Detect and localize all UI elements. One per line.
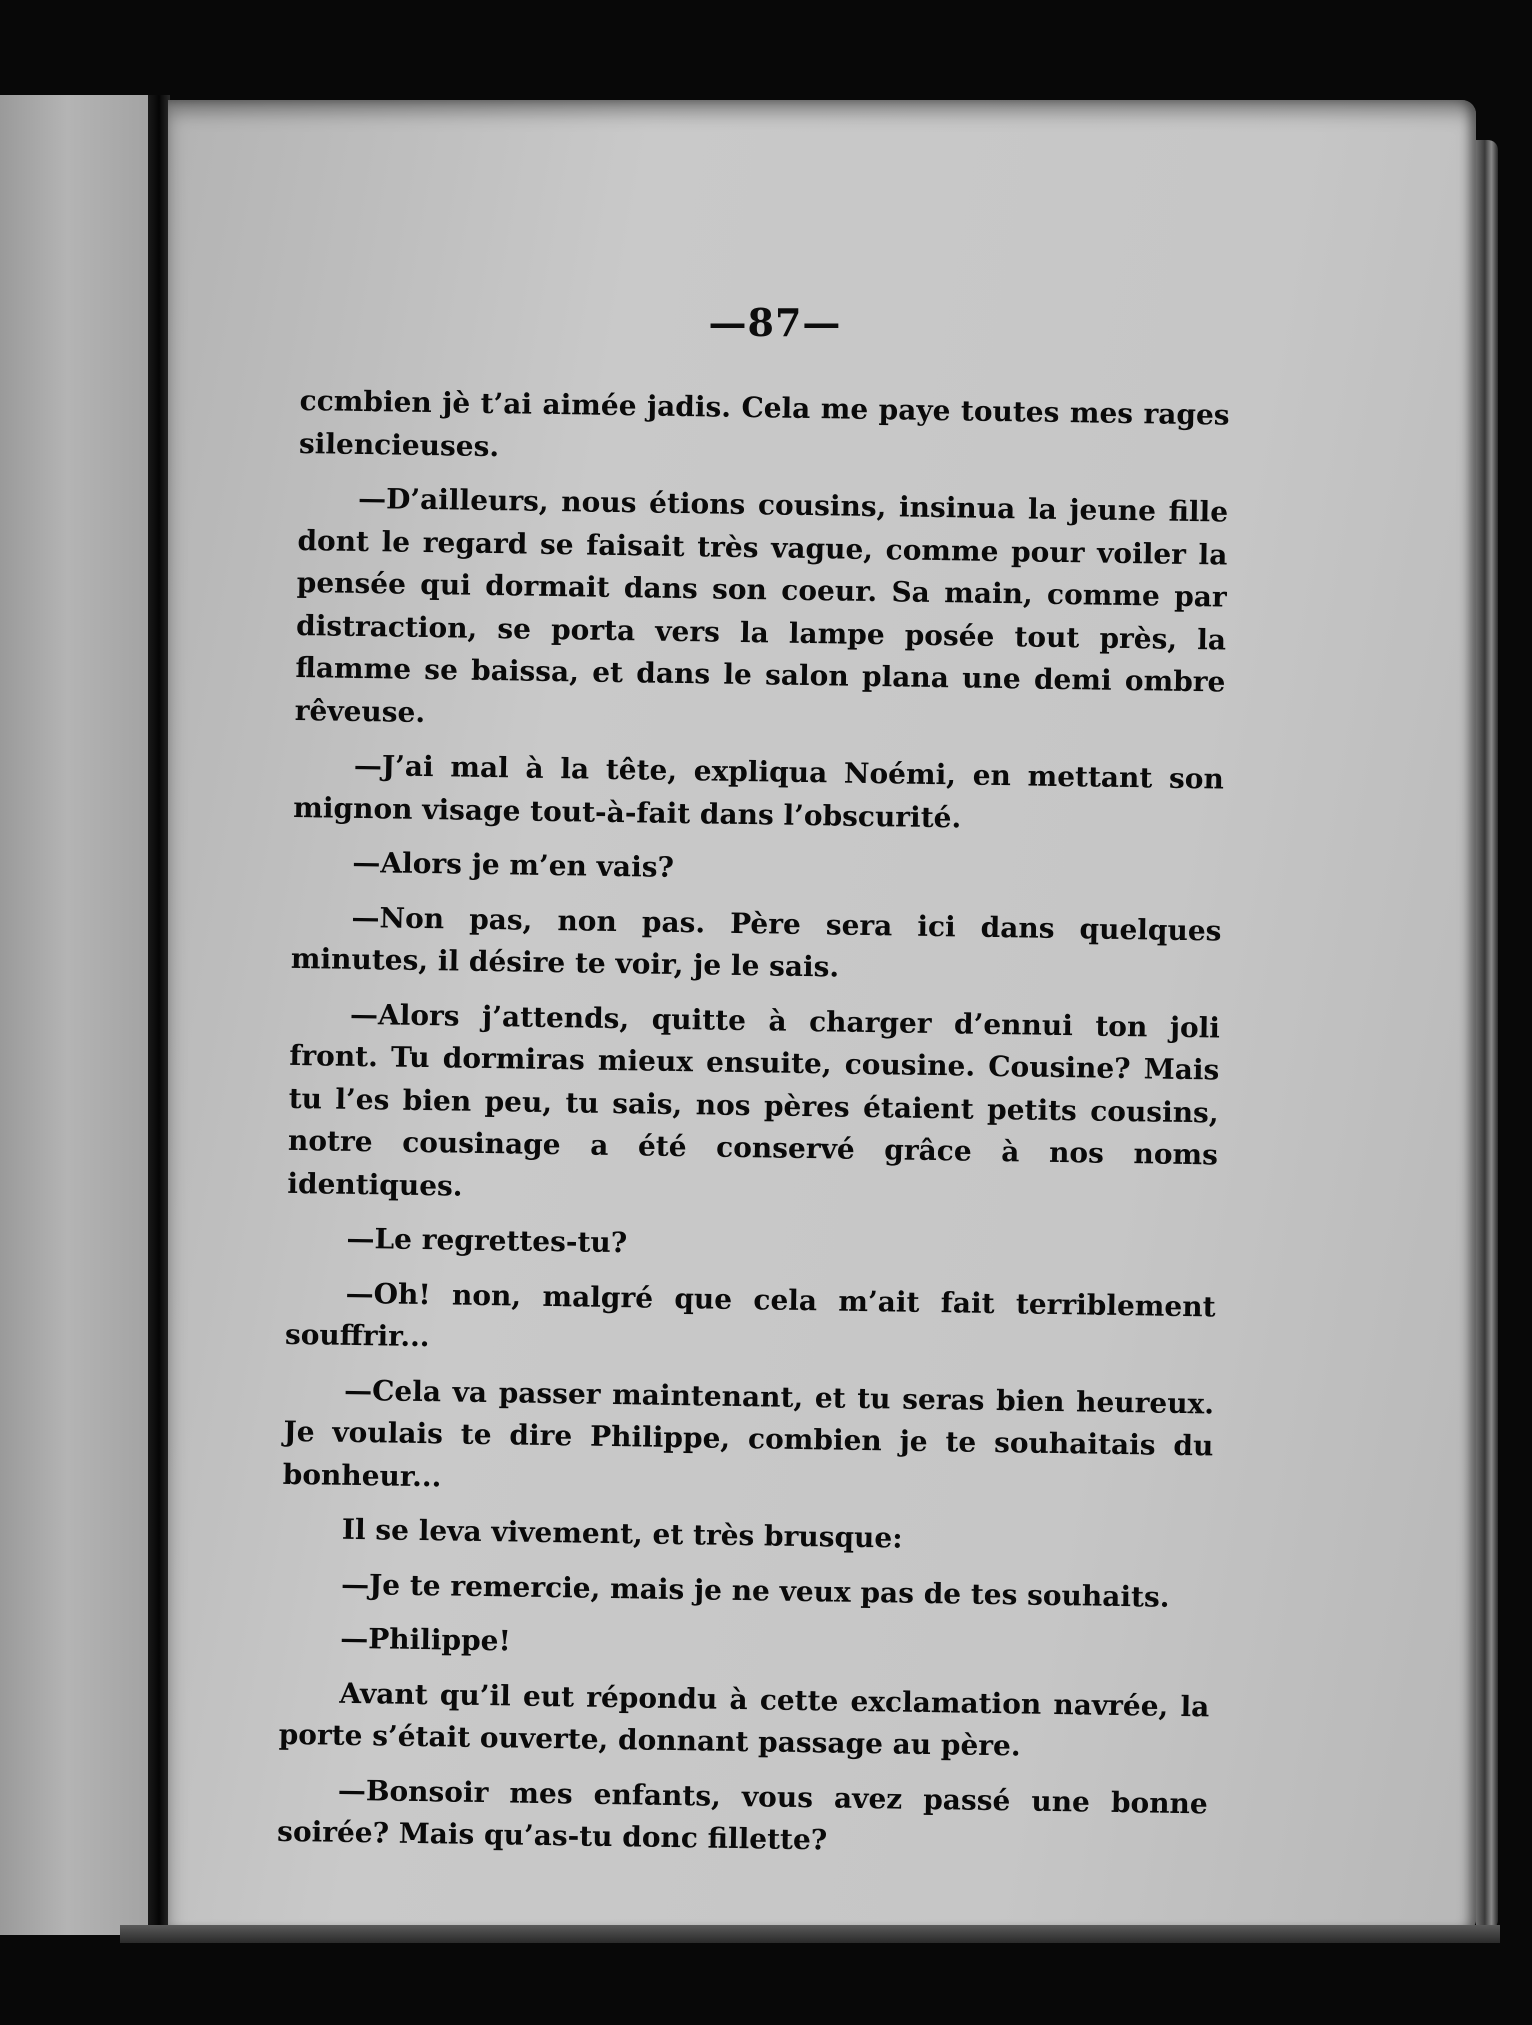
paragraph: —Bonsoir mes enfants, vous avez passé une bonne soirée? Mais qu’as-tu donc fillette? [276,1773,1209,1857]
page-edge-bottom [120,1925,1500,1943]
page-number: —87— [708,300,842,345]
paragraph: —Oh! non, malgré que cela m’ait fait terriblement souffrir... [284,1276,1216,1354]
paragraph: —Cela va passer maintenant, et tu seras bien heureux. Je voulais te dire Philippe, combien je te souhaitais du bonheur... [282,1373,1215,1493]
paragraph: Il se leva vivement, et très brusque: [341,1512,903,1555]
body-text [277,380,1230,1880]
paragraph: —Philippe! [339,1621,512,1658]
paragraph: —J’ai mal à la tête, expliqua Noémi, en mettant son mignon visage tout-à-fait dans l’obscurité. [293,748,1225,834]
page-edge-right [1476,140,1498,1930]
paragraph: ccmbien jè t’ai aimée jadis. Cela me paye toutes mes rages silencieuses. [298,383,1230,463]
paragraph: —Alors j’attends, quitte à charger d’ennui ton joli front. Tu dormiras mieux ensuite, cousine. Cousine? Mais tu l’es bien peu, tu sais, nos pères étaient petits cousins, notre cousinage a été conservé grâce à nos noms identiques. [287,997,1221,1203]
paragraph: Avant qu’il eut répondu à cette exclamation navrée, la porte s’était ouverte, donnant passage au père. [278,1676,1210,1763]
left-page-edge [0,95,150,1935]
book-gutter [148,95,170,1935]
paragraph: —Non pas, non pas. Père sera ici dans quelques minutes, il désire te voir, je le sais. [290,900,1222,984]
paragraph: —D’ailleurs, nous étions cousins, insinua la jeune fille dont le regard se faisait très vague, comme pour voiler la pensée qui dormait dans son coeur. Sa main, comme par distraction, se porta vers la lampe posée tout près, la flamme se baissa, et dans le salon plana une demi ombre rêveuse. [294,481,1229,729]
paragraph: —Alors je m’en vais? [352,845,675,884]
paragraph: —Je te remercie, mais je ne veux pas de tes souhaits. [340,1567,1170,1614]
paragraph: —Le regrettes-tu? [346,1221,628,1260]
